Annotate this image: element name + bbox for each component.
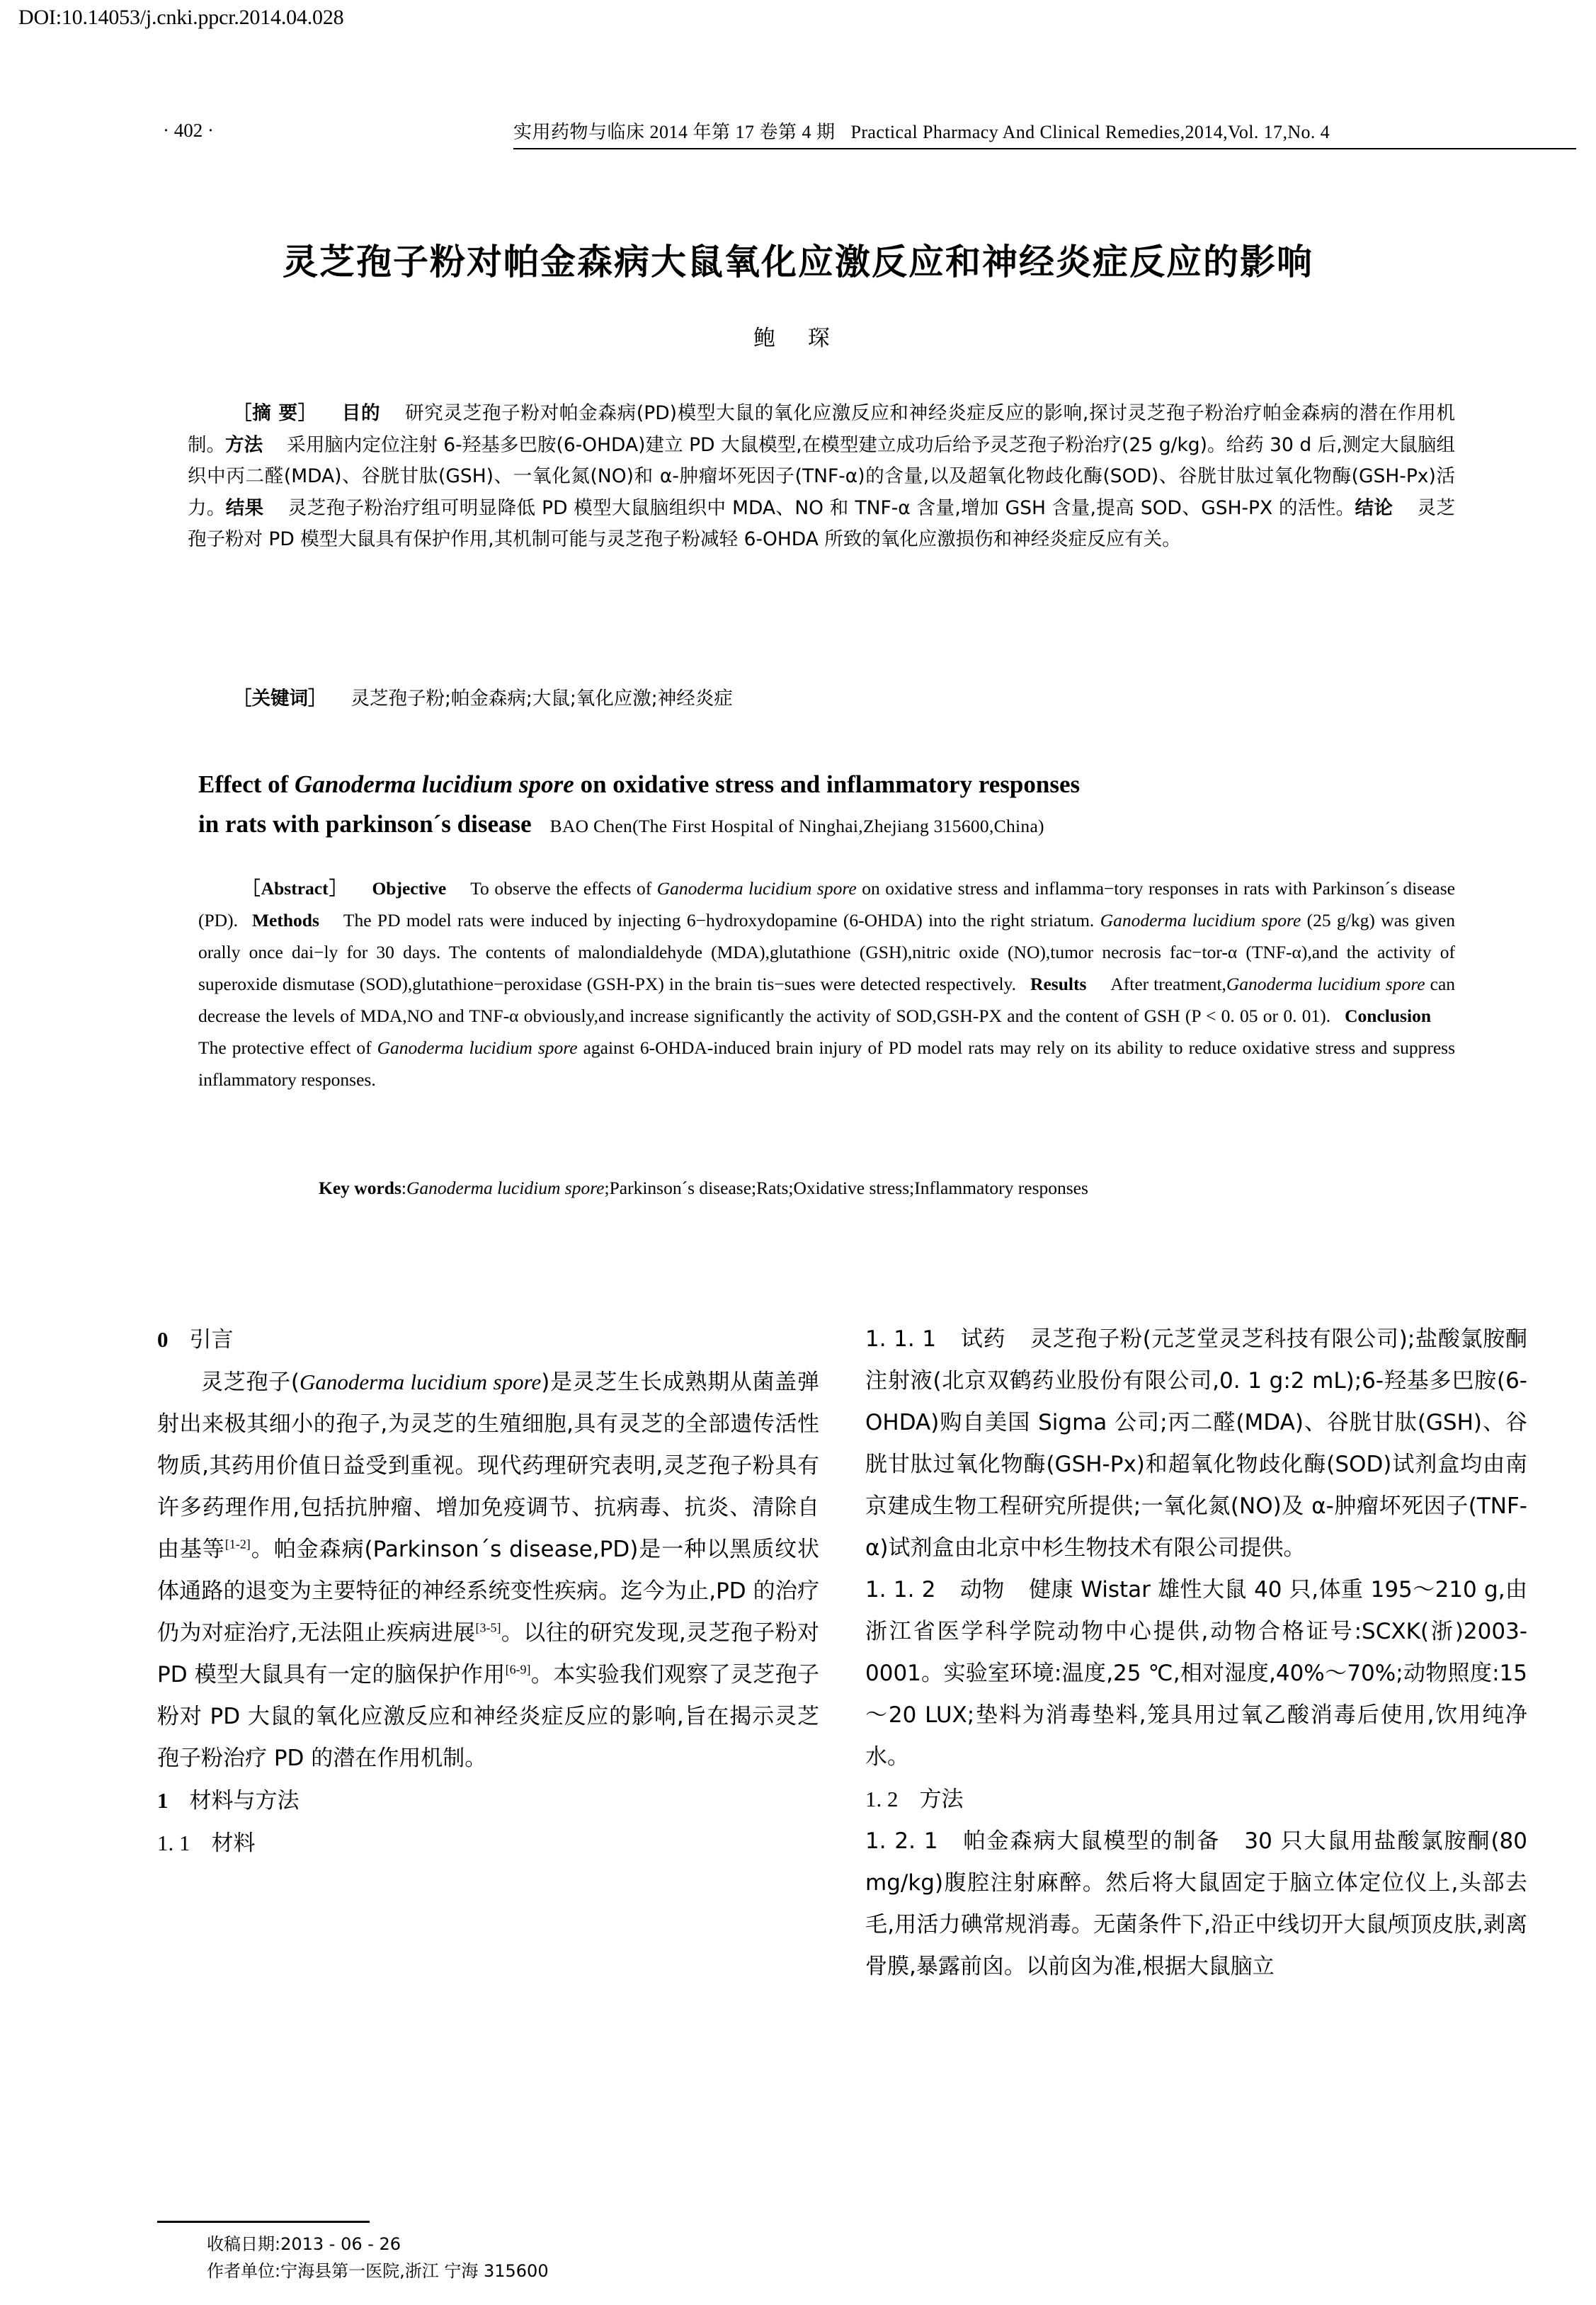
abstract-cn-methods-label: 方法 xyxy=(225,433,263,456)
keywords-en-rest: ;Parkinson´s disease;Rats;Oxidative stress;Inflammatory responses xyxy=(604,1178,1088,1198)
intro-text-a: 灵芝孢子( xyxy=(201,1370,300,1395)
journal-name-cn: 实用药物与临床 2014 年第 17 卷第 4 期 xyxy=(513,122,836,142)
abstract-en-objective-b: on oxidative stress and inflamma−tory responses in rats with Parkinson´s disease (PD). xyxy=(198,878,1455,930)
author-affiliation-en: BAO Chen(The First Hospital of Ninghai,Zhejiang 315600,China) xyxy=(549,816,1044,836)
section-text-1-1-2: 健康 Wistar 雄性大鼠 40 只,体重 195～210 g,由浙江省医学科学院动物中心提供,动物合格证号:SCXK(浙)2003-0001。实验室环境:温度,25 ℃,相对湿度,40%～70%;动物照度:15～20 LUX;垫料为消毒垫料,笼具用过氧乙酸消毒后使用,饮用纯净水。 xyxy=(865,1577,1528,1770)
abstract-cn-conclusion-label: 结论 xyxy=(1355,496,1393,519)
keywords-en-sep: : xyxy=(401,1178,406,1198)
subsection-1-1-2 xyxy=(865,1569,1527,1778)
citation-ref-3: [6-9] xyxy=(505,1662,531,1677)
section-title-1-2: 方法 xyxy=(919,1787,964,1812)
body-column-right xyxy=(865,1319,1527,1988)
abstract-cn-results-text: 灵芝孢子粉治疗组可明显降低 PD 模型大鼠脑组织中 MDA、NO 和 TNF-α 含量,增加 GSH 含量,提高 SOD、GSH-PX 的活性。 xyxy=(287,496,1355,519)
intro-text-d: 。以往的研究发现,灵芝孢子粉对 PD 模型大鼠具有一定的脑保护作用 xyxy=(157,1620,820,1688)
received-date-value: :2013 - 06 - 26 xyxy=(275,2234,401,2254)
section-number-0: 0 xyxy=(157,1327,169,1352)
citation-ref-2: [3-5] xyxy=(475,1620,501,1635)
author-unit-label: 作者单位 xyxy=(207,2261,275,2281)
keywords-en-label: Key words xyxy=(319,1178,401,1198)
section-heading-1 xyxy=(157,1780,819,1822)
keywords-en-species: Ganoderma lucidium spore xyxy=(406,1178,605,1198)
page-title-en xyxy=(198,765,1455,846)
keywords-cn xyxy=(188,683,1500,715)
received-date-line xyxy=(207,2231,879,2258)
abstract-en-conclusion-a: The protective effect of xyxy=(198,1037,377,1058)
received-date-label: 收稿日期 xyxy=(207,2234,275,2254)
section-number-1: 1 xyxy=(157,1788,169,1813)
section-heading-0 xyxy=(157,1319,819,1361)
section-heading-1-1 xyxy=(157,1822,819,1865)
abstract-cn-label: ［摘 要］ xyxy=(233,402,317,424)
subsection-1-2-1 xyxy=(865,1821,1527,1988)
abstract-en-species-2: Ganoderma lucidium spore xyxy=(1100,910,1301,930)
section-title-1-1: 材料 xyxy=(211,1831,256,1856)
abstract-en-label: ［Abstract］ xyxy=(242,878,348,899)
intro-species: Ganoderma lucidium spore xyxy=(299,1370,542,1394)
section-title-1-1-1: 试药 xyxy=(960,1326,1006,1352)
abstract-en xyxy=(198,872,1455,1095)
abstract-cn xyxy=(188,398,1455,556)
section-number-1-2: 1. 2 xyxy=(865,1787,899,1811)
journal-citation xyxy=(513,118,1576,149)
section-title-1-1-2: 动物 xyxy=(959,1577,1005,1603)
section-number-1-2-1: 1. 2. 1 xyxy=(865,1828,938,1854)
citation-ref-1: [1-2] xyxy=(224,1537,251,1552)
section-number-1-1-2: 1. 1. 2 xyxy=(865,1577,936,1603)
abstract-cn-results-label: 结果 xyxy=(225,496,264,519)
abstract-cn-conclusion-text: 灵芝孢子粉对 PD 模型大鼠具有保护作用,其机制可能与灵芝孢子粉减轻 6-OHDA 所致的氧化应激损伤和神经炎症反应有关。 xyxy=(188,496,1456,550)
paragraph-intro xyxy=(157,1361,819,1780)
section-number-1-1-1: 1. 1. 1 xyxy=(865,1326,937,1352)
title-en-part1: Effect of xyxy=(198,770,295,798)
abstract-en-species-4: Ganoderma lucidium spore xyxy=(377,1037,578,1058)
journal-name-en: Practical Pharmacy And Clinical Remedies,2014,Vol. 17,No. 4 xyxy=(850,122,1330,142)
subsection-1-1-1 xyxy=(865,1319,1527,1569)
keywords-cn-label: ［关键词］ xyxy=(233,688,327,710)
title-en-part2: on oxidative stress and inflammatory responses xyxy=(574,770,1081,798)
abstract-en-objective-label: Objective xyxy=(372,878,447,899)
section-title-1: 材料与方法 xyxy=(189,1788,300,1814)
doi-line: DOI:10.14053/j.cnki.ppcr.2014.04.028 xyxy=(18,6,344,29)
title-en-part3: in rats with parkinson´s disease xyxy=(198,810,532,838)
abstract-en-objective-a: To observe the effects of xyxy=(470,878,657,899)
abstract-en-results-b: can decrease the levels of MDA,NO and TNF-α obviously,and increase significantly the activity of SOD,GSH-PX and the content of GSH (P < 0. 05 or 0. 01). xyxy=(198,974,1456,1026)
keywords-en xyxy=(198,1172,1575,1204)
section-title-0: 引言 xyxy=(189,1327,234,1353)
abstract-en-species-3: Ganoderma lucidium spore xyxy=(1226,974,1425,994)
abstract-en-results-label: Results xyxy=(1030,974,1087,994)
abstract-cn-methods-text: 采用脑内定位注射 6-羟基多巴胺(6-OHDA)建立 PD 大鼠模型,在模型建立成功后给予灵芝孢子粉治疗(25 g/kg)。给药 30 d 后,测定大鼠脑组织中丙二醛(MDA)、谷胱甘肽(GSH)、一氧化氮(NO)和 α-肿瘤坏死因子(TNF-α)的含量,以及超氧化物歧化酶(SOD)、谷胱甘肽过氧化物酶(GSH-Px)活力。 xyxy=(188,433,1456,519)
page-title-cn: 灵芝孢子粉对帕金森病大鼠氧化应激反应和神经炎症反应的影响 xyxy=(283,241,1313,283)
footnote-divider xyxy=(157,2221,370,2223)
abstract-en-methods-label: Methods xyxy=(251,910,319,930)
intro-text-e: 。本实验我们观察了灵芝孢子粉对 PD 大鼠的氧化应激反应和神经炎症反应的影响,旨在揭示灵芝孢子粉治疗 PD 的潜在作用机制。 xyxy=(157,1662,819,1771)
section-title-1-2-1: 帕金森病大鼠模型的制备 xyxy=(962,1828,1221,1854)
author-unit-value: :宁海县第一医院,浙江 宁海 315600 xyxy=(275,2261,549,2281)
section-number-1-1: 1. 1 xyxy=(157,1831,190,1855)
abstract-en-conclusion-label: Conclusion xyxy=(1345,1006,1431,1026)
abstract-en-methods-b: (25 g/kg) was given orally once dai−ly for 30 days. The contents of malondialdehyde (MDA),glutathione (GSH),nitric oxide (NO),tumor necrosis fac−tor-α (TNF-α),and the activity of superoxide dismutase (SOD),glutathione−peroxidase (GSH-PX) in the brain tis−sues were detected respectively. xyxy=(198,910,1455,994)
section-heading-1-2 xyxy=(865,1778,1527,1821)
abstract-en-conclusion-b: against 6-OHDA‐induced brain injury of PD model rats may rely on its ability to reduce oxidative stress and suppress inflammatory responses. xyxy=(198,1037,1456,1090)
abstract-cn-objective-label: 目的 xyxy=(341,402,381,424)
abstract-en-methods-a: The PD model rats were induced by injecting 6−hydroxydopamine (6-OHDA) into the right striatum. xyxy=(343,910,1100,930)
author-unit-line xyxy=(207,2258,879,2284)
keywords-cn-text: 灵芝孢子粉;帕金森病;大鼠;氧化应激;神经炎症 xyxy=(350,688,733,710)
abstract-en-species-1: Ganoderma lucidium spore xyxy=(656,878,857,899)
author-name-cn: 鲍 琛 xyxy=(753,326,843,351)
intro-text-b: )是灵芝生长成熟期从菌盖弹射出来极其细小的孢子,为灵芝的生殖细胞,具有灵芝的全部遗传活性物质,其药用价值日益受到重视。现代药理研究表明,灵芝孢子粉具有许多药理作用,包括抗肿瘤、增加免疫调节、抗病毒、抗炎、清除自由基等 xyxy=(157,1370,819,1562)
title-en-species-1: Ganoderma lucidium spore xyxy=(295,770,574,798)
abstract-en-results-a: After treatment, xyxy=(1110,974,1226,994)
intro-text-c: 。帕金森病(Parkinson´s disease,PD)是一种以黑质纹状体通路的退变为主要特征的神经系统变性疾病。迄今为止,PD 的治疗仍为对症治疗,无法阻止疾病进展 xyxy=(157,1537,819,1646)
abstract-cn-objective-text: 研究灵芝孢子粉对帕金森病(PD)模型大鼠的氧化应激反应和神经炎症反应的影响,探讨灵芝孢子粉治疗帕金森病的潜在作用机制。 xyxy=(188,402,1456,456)
section-text-1-1-1: 灵芝孢子粉(元芝堂灵芝科技有限公司);盐酸氯胺酮注射液(北京双鹤药业股份有限公司,0. 1 g:2 mL);6-羟基多巴胺(6-OHDA)购自美国 Sigma 公司;丙二醛(MDA)、谷胱甘肽(GSH)、谷胱甘肽过氧化物酶(GSH-Px)和超氧化物歧化酶(SOD)试剂盒均由南京建成生物工程研究所提供;一氧化氮(NO)及 α-肿瘤坏死因子(TNF-α)试剂盒由北京中杉生物技术有限公司提供。 xyxy=(865,1326,1528,1561)
page-number: · 402 · xyxy=(163,120,214,141)
body-column-left xyxy=(157,1319,819,1865)
running-head xyxy=(163,118,1576,149)
section-text-1-2-1: 30 只大鼠用盐酸氯胺酮(80 mg/kg)腹腔注射麻醉。然后将大鼠固定于脑立体定位仪上,头部去毛,用活力碘常规消毒。无菌条件下,沿正中线切开大鼠颅顶皮肤,剥离骨膜,暴露前囟。以前囟为准,根据大鼠脑立 xyxy=(865,1828,1528,1979)
footnote-block xyxy=(157,2231,879,2284)
